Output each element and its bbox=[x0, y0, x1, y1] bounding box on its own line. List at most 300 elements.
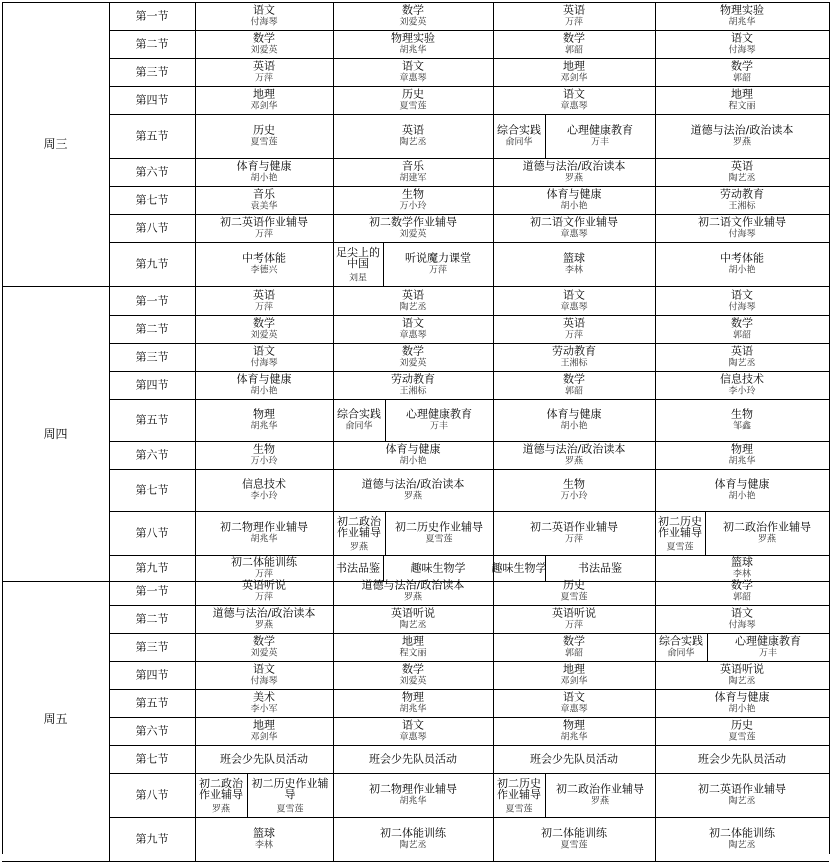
teacher-name: 章惠琴 bbox=[399, 330, 427, 341]
subject-label: 体育与健康 bbox=[385, 442, 441, 456]
subject-label: 体育与健康 bbox=[236, 372, 292, 386]
grid-line bbox=[109, 817, 829, 818]
grid-line bbox=[195, 186, 196, 214]
subject-label: 中考体能 bbox=[720, 251, 764, 265]
teacher-name: 胡小艳 bbox=[728, 704, 756, 715]
subject-label: 数学 bbox=[402, 662, 424, 676]
grid-line bbox=[333, 399, 334, 441]
subject-label: 语文 bbox=[731, 31, 753, 45]
grid-line bbox=[493, 315, 494, 343]
grid-line bbox=[195, 58, 196, 86]
grid-line bbox=[655, 511, 656, 555]
grid-line bbox=[109, 242, 829, 243]
teacher-name: 章惠琴 bbox=[560, 101, 588, 112]
teacher-name: 万小玲 bbox=[399, 201, 427, 212]
grid-line bbox=[655, 441, 656, 469]
grid-line bbox=[195, 242, 196, 286]
teacher-name: 郭韶 bbox=[732, 330, 752, 341]
teacher-name: 李小玲 bbox=[728, 386, 756, 397]
period-label: 第七节 bbox=[135, 483, 169, 497]
grid-line bbox=[655, 817, 656, 861]
grid-line bbox=[195, 661, 196, 689]
grid-line bbox=[655, 773, 656, 817]
grid-line bbox=[195, 511, 196, 555]
day-label: 周五 bbox=[43, 712, 68, 726]
period-label: 第五节 bbox=[135, 696, 169, 710]
period-label: 第九节 bbox=[135, 832, 169, 846]
grid-line bbox=[195, 2, 196, 30]
teacher-name: 胡小艳 bbox=[250, 173, 278, 184]
teacher-name: 胡小艳 bbox=[728, 265, 756, 276]
teacher-name: 罗燕 bbox=[757, 534, 777, 545]
grid-line bbox=[493, 817, 494, 861]
subject-label: 初二政治 作业辅导 bbox=[337, 515, 381, 539]
period-label: 第四节 bbox=[135, 93, 169, 107]
grid-line bbox=[333, 817, 334, 861]
subject-label: 初二体能训练 bbox=[231, 555, 297, 569]
grid-line bbox=[493, 633, 494, 661]
grid-line bbox=[195, 30, 196, 58]
grid-line bbox=[655, 469, 656, 511]
grid-line bbox=[493, 86, 494, 114]
period-label: 第九节 bbox=[135, 257, 169, 271]
grid-line bbox=[333, 186, 334, 214]
grid-line bbox=[545, 555, 546, 581]
teacher-name: 郭韶 bbox=[732, 592, 752, 603]
day-label: 周四 bbox=[43, 427, 68, 441]
teacher-name: 胡小艳 bbox=[250, 386, 278, 397]
subject-label: 数学 bbox=[253, 634, 275, 648]
teacher-name: 胡小艳 bbox=[560, 201, 588, 212]
subject-label: 初二数学作业辅导 bbox=[369, 215, 457, 229]
teacher-name: 王湘标 bbox=[399, 386, 427, 397]
grid-line bbox=[333, 773, 334, 817]
grid-line bbox=[109, 343, 829, 344]
teacher-name: 罗燕 bbox=[403, 592, 423, 603]
grid-line bbox=[493, 343, 494, 371]
grid-line bbox=[655, 633, 656, 661]
grid-line bbox=[655, 214, 656, 242]
teacher-name: 邓剑华 bbox=[560, 73, 588, 84]
day-label: 周三 bbox=[43, 137, 68, 151]
period-label: 第二节 bbox=[135, 37, 169, 51]
subject-label: 初二政治作业辅导 bbox=[556, 782, 644, 796]
teacher-name: 夏雪莲 bbox=[276, 804, 304, 815]
teacher-name: 罗燕 bbox=[211, 804, 231, 815]
subject-label: 道德与法治/政治读本 bbox=[212, 606, 316, 620]
teacher-name: 罗燕 bbox=[590, 796, 610, 807]
teacher-name: 罗燕 bbox=[349, 542, 369, 553]
grid-line bbox=[333, 441, 334, 469]
subject-label: 英语 bbox=[731, 159, 753, 173]
grid-line bbox=[493, 371, 494, 399]
teacher-name: 李德兴 bbox=[250, 265, 278, 276]
grid-line bbox=[655, 577, 656, 605]
grid-line bbox=[383, 242, 384, 286]
subject-label: 劳动教育 bbox=[720, 187, 764, 201]
teacher-name: 万萍 bbox=[564, 330, 584, 341]
subject-label: 初二语文作业辅导 bbox=[530, 215, 618, 229]
grid-line bbox=[195, 399, 196, 441]
subject-label: 初二政治作业辅导 bbox=[723, 520, 811, 534]
subject-label: 初二体能训练 bbox=[709, 826, 775, 840]
grid-line bbox=[195, 817, 196, 861]
subject-label: 体育与健康 bbox=[236, 159, 292, 173]
teacher-name: 付海琴 bbox=[728, 302, 756, 313]
subject-label: 信息技术 bbox=[720, 372, 764, 386]
subject-label: 生物 bbox=[253, 442, 275, 456]
period-label: 第六节 bbox=[135, 448, 169, 462]
period-label: 第二节 bbox=[135, 612, 169, 626]
grid-line bbox=[655, 399, 656, 441]
teacher-name: 程文丽 bbox=[728, 101, 756, 112]
teacher-name: 郭韶 bbox=[732, 73, 752, 84]
grid-line bbox=[333, 469, 334, 511]
grid-line bbox=[655, 745, 656, 773]
grid-line bbox=[333, 661, 334, 689]
teacher-name: 夏雪莲 bbox=[250, 137, 278, 148]
grid-line bbox=[109, 315, 829, 316]
teacher-name: 俞同华 bbox=[345, 421, 373, 432]
grid-line bbox=[493, 287, 494, 315]
grid-line bbox=[333, 315, 334, 343]
subject-label: 劳动教育 bbox=[552, 344, 596, 358]
subject-label: 英语听说 bbox=[720, 662, 764, 676]
subject-label: 语文 bbox=[253, 662, 275, 676]
teacher-name: 胡兆华 bbox=[250, 534, 278, 545]
period-label: 第六节 bbox=[135, 724, 169, 738]
subject-label: 道德与法治/政治读本 bbox=[361, 578, 465, 592]
grid-line bbox=[109, 114, 829, 115]
grid-line bbox=[383, 555, 384, 581]
subject-label: 地理 bbox=[253, 718, 275, 732]
subject-label: 美术 bbox=[253, 690, 275, 704]
grid-line bbox=[493, 689, 494, 717]
teacher-name: 夏雪莲 bbox=[666, 542, 694, 553]
subject-label: 体育与健康 bbox=[546, 187, 602, 201]
subject-label: 语文 bbox=[563, 288, 585, 302]
period-label: 第八节 bbox=[135, 221, 169, 235]
grid-line bbox=[109, 58, 829, 59]
teacher-name: 陶艺丞 bbox=[728, 840, 756, 851]
subject-label: 数学 bbox=[731, 59, 753, 73]
period-label: 第八节 bbox=[135, 526, 169, 540]
subject-label: 生物 bbox=[731, 407, 753, 421]
grid-line bbox=[385, 511, 386, 555]
teacher-name: 邓剑华 bbox=[560, 676, 588, 687]
teacher-name: 刘爱英 bbox=[250, 45, 278, 56]
subject-label: 体育与健康 bbox=[714, 690, 770, 704]
teacher-name: 陶艺丞 bbox=[399, 840, 427, 851]
teacher-name: 邹鑫 bbox=[732, 421, 752, 432]
teacher-name: 胡建军 bbox=[399, 173, 427, 184]
teacher-name: 万萍 bbox=[564, 17, 584, 28]
grid-line bbox=[109, 511, 829, 512]
teacher-name: 付海琴 bbox=[728, 620, 756, 631]
subject-label: 英语 bbox=[563, 3, 585, 17]
subject-label: 足尖上的 中国 bbox=[336, 246, 380, 270]
teacher-name: 刘爱英 bbox=[399, 358, 427, 369]
subject-label: 历史 bbox=[731, 718, 753, 732]
grid-line bbox=[109, 441, 829, 442]
grid-line bbox=[655, 86, 656, 114]
subject-label: 英语 bbox=[253, 59, 275, 73]
subject-label: 道德与法治/政治读本 bbox=[690, 123, 794, 137]
grid-line bbox=[333, 605, 334, 633]
subject-label: 心理健康教育 bbox=[735, 634, 801, 648]
teacher-name: 万丰 bbox=[590, 137, 610, 148]
subject-label: 物理 bbox=[402, 690, 424, 704]
teacher-name: 郭韶 bbox=[564, 648, 584, 659]
grid-line bbox=[2, 2, 3, 854]
grid-line bbox=[333, 511, 334, 555]
grid-line bbox=[195, 577, 196, 605]
subject-label: 篮球 bbox=[563, 251, 585, 265]
subject-label: 物理 bbox=[253, 407, 275, 421]
teacher-name: 邓剑华 bbox=[250, 101, 278, 112]
grid-line bbox=[493, 441, 494, 469]
subject-label: 数学 bbox=[731, 316, 753, 330]
teacher-name: 夏雪莲 bbox=[425, 534, 453, 545]
teacher-name: 罗燕 bbox=[254, 620, 274, 631]
grid-line bbox=[655, 58, 656, 86]
teacher-name: 胡兆华 bbox=[399, 45, 427, 56]
teacher-name: 万萍 bbox=[428, 265, 448, 276]
teacher-name: 胡兆华 bbox=[728, 17, 756, 28]
teacher-name: 陶艺丞 bbox=[728, 358, 756, 369]
grid-line bbox=[655, 30, 656, 58]
grid-line bbox=[109, 773, 829, 774]
grid-line bbox=[385, 399, 386, 441]
grid-line bbox=[247, 773, 248, 817]
period-label: 第四节 bbox=[135, 378, 169, 392]
grid-line bbox=[333, 58, 334, 86]
subject-label: 数学 bbox=[402, 3, 424, 17]
subject-label: 地理 bbox=[563, 662, 585, 676]
period-label: 第五节 bbox=[135, 129, 169, 143]
grid-line bbox=[109, 30, 829, 31]
subject-label: 心理健康教育 bbox=[406, 407, 472, 421]
subject-label: 语文 bbox=[563, 87, 585, 101]
teacher-name: 章惠琴 bbox=[560, 302, 588, 313]
grid-line bbox=[493, 158, 494, 186]
subject-label: 英语听说 bbox=[552, 606, 596, 620]
subject-label: 初二语文作业辅导 bbox=[698, 215, 786, 229]
teacher-name: 夏雪莲 bbox=[560, 592, 588, 603]
grid-line bbox=[655, 343, 656, 371]
teacher-name: 陶艺丞 bbox=[399, 620, 427, 631]
subject-label: 地理 bbox=[253, 87, 275, 101]
subject-label: 英语 bbox=[402, 288, 424, 302]
teacher-name: 胡小艳 bbox=[399, 456, 427, 467]
teacher-name: 万萍 bbox=[254, 569, 274, 580]
subject-label: 英语听说 bbox=[242, 578, 286, 592]
grid-line bbox=[109, 555, 829, 556]
teacher-name: 章惠琴 bbox=[560, 704, 588, 715]
grid-line bbox=[493, 745, 494, 773]
teacher-name: 俞同华 bbox=[667, 648, 695, 659]
teacher-name: 万萍 bbox=[564, 620, 584, 631]
teacher-name: 章惠琴 bbox=[399, 732, 427, 743]
grid-line bbox=[655, 717, 656, 745]
grid-line bbox=[655, 605, 656, 633]
grid-line bbox=[333, 2, 334, 30]
teacher-name: 袁美华 bbox=[250, 201, 278, 212]
teacher-name: 刘爱英 bbox=[399, 17, 427, 28]
subject-label: 班会少先队员活动 bbox=[369, 752, 457, 766]
subject-label: 语文 bbox=[402, 316, 424, 330]
grid-line bbox=[195, 605, 196, 633]
subject-label: 心理健康教育 bbox=[567, 123, 633, 137]
subject-label: 数学 bbox=[253, 31, 275, 45]
teacher-name: 王湘标 bbox=[728, 201, 756, 212]
grid-line bbox=[493, 30, 494, 58]
grid-line bbox=[333, 689, 334, 717]
grid-line bbox=[109, 717, 829, 718]
grid-line bbox=[333, 287, 334, 315]
teacher-name: 夏雪莲 bbox=[505, 804, 533, 815]
subject-label: 音乐 bbox=[402, 159, 424, 173]
subject-label: 综合实践 bbox=[659, 634, 703, 648]
period-label: 第二节 bbox=[135, 322, 169, 336]
subject-label: 数学 bbox=[402, 344, 424, 358]
grid-line bbox=[333, 343, 334, 371]
grid-line bbox=[493, 661, 494, 689]
teacher-name: 章惠琴 bbox=[399, 73, 427, 84]
subject-label: 初二英语作业辅导 bbox=[698, 782, 786, 796]
teacher-name: 陶艺丞 bbox=[728, 676, 756, 687]
subject-label: 劳动教育 bbox=[391, 372, 435, 386]
teacher-name: 陶艺丞 bbox=[728, 173, 756, 184]
teacher-name: 胡小艳 bbox=[560, 421, 588, 432]
subject-label: 道德与法治/政治读本 bbox=[361, 477, 465, 491]
grid-line bbox=[333, 114, 334, 158]
grid-line bbox=[195, 114, 196, 158]
grid-line bbox=[109, 287, 110, 581]
subject-label: 综合实践 bbox=[497, 123, 541, 137]
period-label: 第三节 bbox=[135, 65, 169, 79]
grid-line bbox=[195, 633, 196, 661]
teacher-name: 胡兆华 bbox=[560, 732, 588, 743]
teacher-name: 刘爱英 bbox=[250, 648, 278, 659]
subject-label: 生物 bbox=[402, 187, 424, 201]
period-label: 第一节 bbox=[135, 584, 169, 598]
subject-label: 初二英语作业辅导 bbox=[220, 215, 308, 229]
grid-line bbox=[333, 745, 334, 773]
grid-line bbox=[545, 773, 546, 817]
subject-label: 初二体能训练 bbox=[380, 826, 446, 840]
grid-line bbox=[333, 717, 334, 745]
grid-line bbox=[493, 605, 494, 633]
grid-line bbox=[333, 30, 334, 58]
teacher-name: 万丰 bbox=[758, 648, 778, 659]
teacher-name: 胡兆华 bbox=[399, 704, 427, 715]
grid-line bbox=[493, 773, 494, 817]
grid-line bbox=[493, 577, 494, 605]
subject-label: 初二历史 作业辅导 bbox=[497, 777, 541, 801]
teacher-name: 胡兆华 bbox=[728, 456, 756, 467]
teacher-name: 万萍 bbox=[254, 592, 274, 603]
grid-line bbox=[109, 399, 829, 400]
teacher-name: 胡小艳 bbox=[728, 491, 756, 502]
subject-label: 英语 bbox=[253, 288, 275, 302]
grid-line bbox=[655, 2, 656, 30]
teacher-name: 俞同华 bbox=[505, 137, 533, 148]
teacher-name: 付海琴 bbox=[250, 676, 278, 687]
grid-line bbox=[655, 689, 656, 717]
teacher-name: 罗燕 bbox=[564, 456, 584, 467]
grid-line bbox=[655, 287, 656, 315]
subject-label: 班会少先队员活动 bbox=[698, 752, 786, 766]
teacher-name: 夏雪莲 bbox=[728, 732, 756, 743]
teacher-name: 万小玲 bbox=[560, 491, 588, 502]
grid-line bbox=[195, 86, 196, 114]
subject-label: 道德与法治/政治读本 bbox=[522, 442, 626, 456]
teacher-name: 付海琴 bbox=[250, 17, 278, 28]
teacher-name: 付海琴 bbox=[728, 45, 756, 56]
teacher-name: 罗燕 bbox=[403, 491, 423, 502]
teacher-name: 刘星 bbox=[348, 273, 368, 284]
subject-label: 初二历史作业辅导 bbox=[395, 520, 483, 534]
teacher-name: 李小玲 bbox=[250, 491, 278, 502]
subject-label: 地理 bbox=[563, 59, 585, 73]
grid-line bbox=[195, 371, 196, 399]
grid-line bbox=[195, 158, 196, 186]
grid-line bbox=[493, 469, 494, 511]
period-label: 第八节 bbox=[135, 788, 169, 802]
grid-line bbox=[195, 214, 196, 242]
teacher-name: 罗燕 bbox=[732, 137, 752, 148]
grid-line bbox=[655, 114, 656, 158]
subject-label: 初二体能训练 bbox=[541, 826, 607, 840]
subject-label: 语文 bbox=[563, 690, 585, 704]
teacher-name: 万萍 bbox=[564, 534, 584, 545]
grid-line bbox=[493, 114, 494, 158]
teacher-name: 陶艺丞 bbox=[399, 302, 427, 313]
grid-line bbox=[493, 2, 494, 30]
teacher-name: 夏雪莲 bbox=[560, 840, 588, 851]
grid-line bbox=[195, 689, 196, 717]
period-label: 第三节 bbox=[135, 640, 169, 654]
subject-label: 数学 bbox=[731, 578, 753, 592]
subject-label: 书法品鉴 bbox=[578, 561, 622, 575]
period-label: 第四节 bbox=[135, 668, 169, 682]
subject-label: 初二英语作业辅导 bbox=[530, 520, 618, 534]
subject-label: 物理实验 bbox=[391, 31, 435, 45]
subject-label: 数学 bbox=[253, 316, 275, 330]
subject-label: 听说魔力课堂 bbox=[405, 251, 471, 265]
grid-line bbox=[829, 2, 830, 854]
grid-line bbox=[493, 186, 494, 214]
subject-label: 英语 bbox=[563, 316, 585, 330]
period-label: 第七节 bbox=[135, 193, 169, 207]
subject-label: 初二政治 作业辅导 bbox=[199, 777, 243, 801]
grid-line bbox=[333, 214, 334, 242]
grid-line bbox=[655, 158, 656, 186]
grid-line bbox=[493, 399, 494, 441]
teacher-name: 付海琴 bbox=[728, 229, 756, 240]
grid-line bbox=[333, 371, 334, 399]
grid-line bbox=[195, 469, 196, 511]
teacher-name: 夏雪莲 bbox=[399, 101, 427, 112]
period-label: 第五节 bbox=[135, 413, 169, 427]
subject-label: 历史 bbox=[563, 578, 585, 592]
subject-label: 音乐 bbox=[253, 187, 275, 201]
grid-line bbox=[109, 86, 829, 87]
subject-label: 语文 bbox=[731, 288, 753, 302]
teacher-name: 陶艺丞 bbox=[728, 796, 756, 807]
teacher-name: 邓剑华 bbox=[250, 732, 278, 743]
